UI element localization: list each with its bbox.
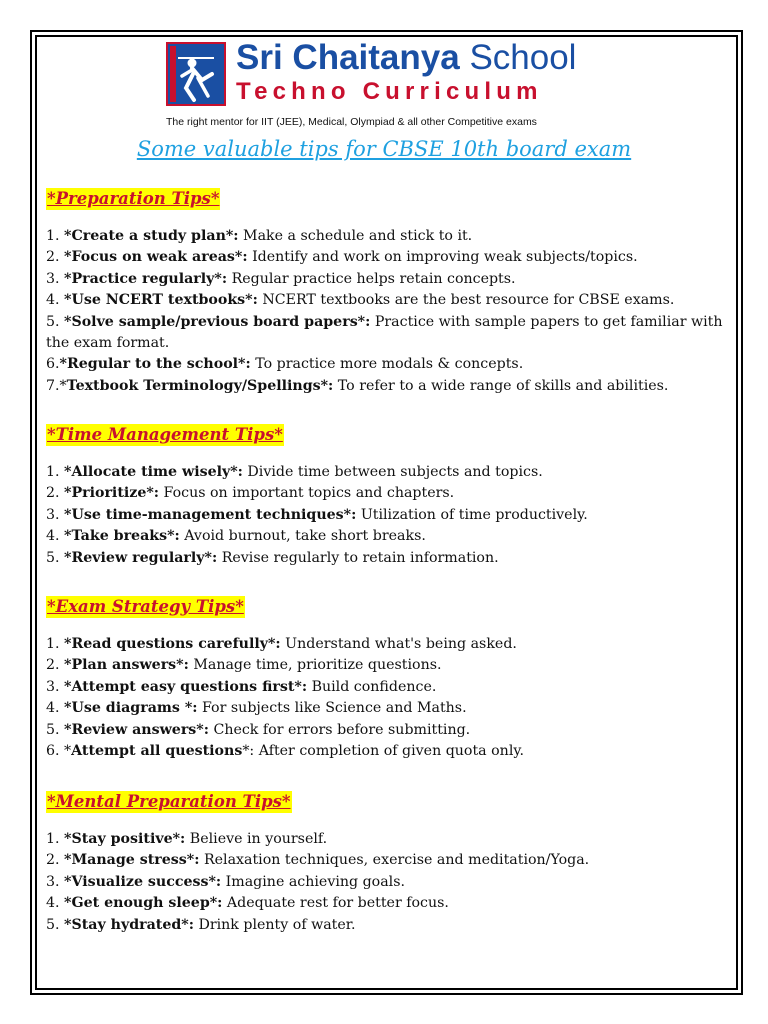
- item-label: *Allocate time wisely*:: [64, 464, 243, 480]
- list-item: [46, 893, 736, 914]
- section-preparation-tips: [46, 188, 736, 397]
- item-text: Relaxation techniques, exercise and meditation/Yoga.: [199, 852, 590, 869]
- item-number: 2.: [46, 657, 65, 674]
- item-label: *Focus on weak areas*:: [64, 249, 248, 266]
- list-item: [46, 850, 736, 871]
- tips-list: [46, 462, 736, 569]
- item-label: *Create a study plan*:: [64, 228, 239, 244]
- item-number: 2.: [46, 852, 65, 869]
- item-number: 1.: [46, 831, 65, 847]
- list-item: [46, 376, 736, 397]
- item-text: Manage time, prioritize questions.: [188, 657, 442, 674]
- item-number: 2.: [46, 249, 65, 266]
- item-text: Adequate rest for better focus.: [222, 895, 449, 912]
- item-number: 1.: [46, 464, 65, 480]
- item-label: *Attempt easy questions first*:: [64, 678, 308, 695]
- item-text: Practice with sample papers to get familiar with the exam format.: [46, 313, 723, 352]
- section-exam-strategy-tips: [46, 596, 736, 762]
- list-item: [46, 462, 736, 483]
- list-item: [46, 829, 736, 850]
- list-item: [46, 226, 736, 247]
- item-text: *: After completion of given quota only.: [242, 743, 524, 760]
- item-number: 6. *: [46, 743, 72, 760]
- item-number: 4.: [46, 700, 65, 717]
- item-number: 4.: [46, 895, 65, 912]
- list-item: [46, 548, 736, 569]
- item-label: *Stay hydrated*:: [64, 916, 194, 933]
- item-number: 6.: [46, 356, 60, 373]
- section-time-management-tips: [46, 424, 736, 569]
- item-label: *Solve sample/previous board papers*:: [64, 313, 371, 330]
- item-text: NCERT textbooks are the best resource for CBSE exams.: [257, 292, 675, 309]
- item-text: Understand what's being asked.: [280, 636, 517, 652]
- item-text: For subjects like Science and Maths.: [197, 700, 467, 717]
- list-item: [46, 915, 736, 936]
- list-item: [46, 872, 736, 893]
- section-heading: *Preparation Tips*: [47, 189, 220, 208]
- list-item: [46, 720, 736, 741]
- item-label: Attempt all questions: [71, 743, 243, 760]
- item-label: *Take breaks*:: [64, 528, 180, 545]
- item-label: *Manage stress*:: [64, 852, 200, 869]
- item-text: Believe in yourself.: [185, 831, 328, 847]
- list-item: [46, 526, 736, 547]
- item-text: Imagine achieving goals.: [221, 873, 406, 890]
- item-number: 3.: [46, 678, 65, 695]
- item-number: 1.: [46, 228, 65, 244]
- item-text: Check for errors before submitting.: [208, 721, 471, 738]
- list-item: [46, 269, 736, 290]
- item-text: To refer to a wide range of skills and abilities.: [333, 377, 669, 394]
- list-item: [46, 354, 736, 375]
- list-item: [46, 634, 736, 655]
- item-text: Make a schedule and stick to it.: [238, 228, 473, 244]
- list-item: [46, 505, 736, 526]
- item-label: *Read questions carefully*:: [64, 636, 281, 652]
- item-label: *Use NCERT textbooks*:: [64, 292, 258, 309]
- item-number: 3.: [46, 873, 65, 890]
- list-item: [46, 483, 736, 504]
- list-item: [46, 677, 736, 698]
- item-label: *Review answers*:: [64, 721, 209, 738]
- item-number: 5.: [46, 916, 65, 933]
- item-number: 4.: [46, 528, 65, 545]
- school-header: [166, 38, 606, 134]
- item-text: Avoid burnout, take short breaks.: [179, 528, 426, 545]
- tips-list: [46, 634, 736, 762]
- item-label: Textbook Terminology/Spellings*:: [66, 377, 334, 394]
- list-item: [46, 312, 726, 355]
- brand-name-primary: Sri Chaitanya: [236, 38, 460, 77]
- item-text: Focus on important topics and chapters.: [159, 485, 455, 502]
- item-number: 3.: [46, 506, 65, 523]
- brand-name-school: School: [469, 38, 577, 77]
- item-label: *Prioritize*:: [64, 485, 160, 502]
- item-text: To practice more modals & concepts.: [250, 356, 524, 373]
- item-label: *Review regularly*:: [64, 549, 218, 566]
- brand-name: [236, 38, 576, 78]
- section-heading: *Time Management Tips*: [47, 425, 283, 444]
- item-number: 7.*: [46, 377, 67, 394]
- brand-subtitle: Techno Curriculum: [236, 78, 543, 105]
- item-number: 2.: [46, 485, 65, 502]
- item-text: Regular practice helps retain concepts.: [227, 270, 516, 287]
- section-heading: *Mental Preparation Tips*: [47, 792, 291, 811]
- tips-list: [46, 226, 736, 397]
- page-title: Some valuable tips for CBSE 10th board exam: [136, 137, 632, 161]
- tips-list: [46, 829, 736, 936]
- item-label: *Visualize success*:: [64, 873, 222, 890]
- item-label: *Get enough sleep*:: [64, 895, 223, 912]
- section-heading: *Exam Strategy Tips*: [47, 597, 244, 616]
- item-label: *Regular to the school*:: [59, 356, 251, 373]
- list-item: [46, 698, 736, 719]
- item-label: *Practice regularly*:: [64, 270, 228, 287]
- section-mental-preparation-tips: [46, 791, 736, 936]
- item-text: Utilization of time productively.: [356, 506, 588, 523]
- list-item: [46, 655, 736, 676]
- item-number: 5.: [46, 549, 65, 566]
- item-label: *Use diagrams *:: [64, 700, 198, 717]
- item-text: Identify and work on improving weak subjects/topics.: [247, 249, 638, 266]
- item-number: 4.: [46, 292, 65, 309]
- list-item: [46, 247, 736, 268]
- list-item: [46, 741, 736, 762]
- brand-tagline: The right mentor for IIT (JEE), Medical, Olympiad & all other Competitive exams: [166, 116, 537, 128]
- item-number: 5.: [46, 721, 65, 738]
- item-number: 5.: [46, 313, 65, 330]
- item-text: Build confidence.: [307, 678, 437, 695]
- item-text: Drink plenty of water.: [193, 916, 356, 933]
- item-label: *Plan answers*:: [64, 657, 189, 674]
- item-text: Divide time between subjects and topics.: [242, 464, 543, 480]
- item-number: 1.: [46, 636, 65, 652]
- school-logo-icon: [166, 42, 226, 106]
- item-label: *Stay positive*:: [64, 831, 186, 847]
- list-item: [46, 290, 736, 311]
- item-label: *Use time-management techniques*:: [64, 506, 357, 523]
- item-number: 3.: [46, 270, 65, 287]
- item-text: Revise regularly to retain information.: [217, 549, 499, 566]
